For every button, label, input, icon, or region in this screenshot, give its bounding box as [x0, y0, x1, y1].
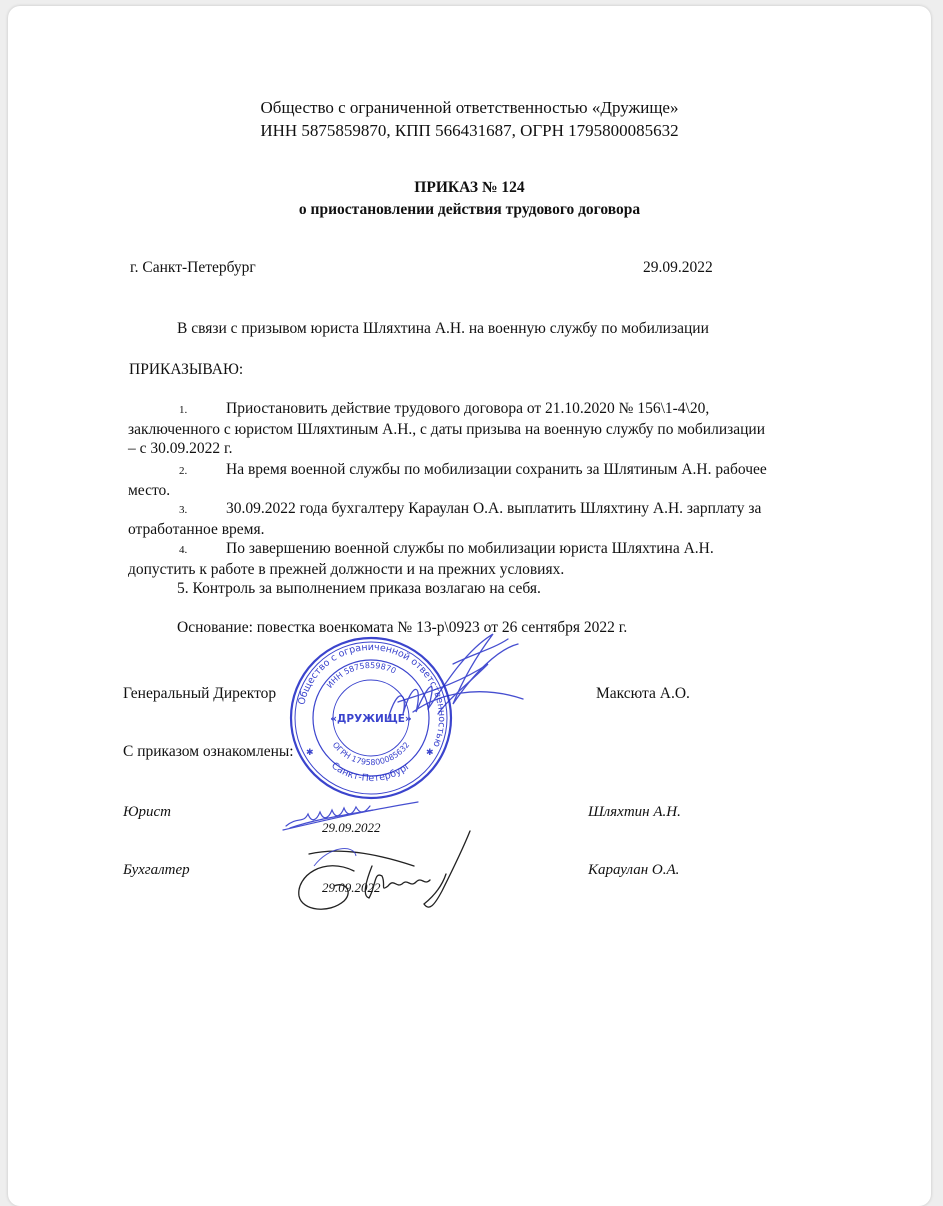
item-number: 4. — [179, 544, 188, 556]
document-page — [8, 6, 931, 1206]
director-title: Генеральный Директор — [123, 685, 277, 702]
accountant-name: Караулан О.А. — [588, 862, 680, 878]
org-name: Общество с ограниченной ответственностью «Дружище» — [260, 98, 679, 117]
lawyer-name: Шляхтин А.Н. — [588, 804, 681, 820]
stamp-star-icon: ✱ — [426, 748, 434, 758]
order-preamble: В связи с призывом юриста Шляхтина А.Н. на военную службу по мобилизации — [177, 320, 709, 337]
item-number: 2. — [179, 465, 188, 477]
accountant-signature — [284, 826, 474, 926]
order-city: г. Санкт-Петербург — [130, 259, 256, 276]
lawyer-sign-date: 29.09.2022 — [322, 820, 381, 835]
order-subtitle: о приостановлении действия трудового договора — [298, 201, 641, 218]
order-directive: ПРИКАЗЫВАЮ: — [129, 361, 244, 378]
order-item-5: 5. Контроль за выполнением приказа возлагаю на себя. — [177, 580, 541, 597]
item-text: 30.09.2022 года бухгалтеру Караулан О.А. выплатить Шляхтину А.Н. зарплату за отработанное время. — [128, 500, 762, 538]
item-number: 3. — [179, 504, 188, 516]
director-name: Максюта А.О. — [596, 685, 690, 702]
stamp-inner-text: ИНН 5875859870 — [325, 660, 398, 690]
accountant-role: Бухгалтер — [123, 862, 190, 878]
stamp-outer-text: Общество с ограниченной ответственностью — [296, 641, 448, 749]
item-number: 1. — [179, 404, 188, 416]
acquainted-label: С приказом ознакомлены: — [123, 743, 294, 760]
stamp-star-icon: ✱ — [306, 748, 314, 758]
item-text: Приостановить действие трудового договора от 21.10.2020 № 156\1-4\20, заключенного с юристом Шляхтиным А.Н., с даты призыва на военную службу по мобилизации – с 30.09.2022 г. — [128, 400, 766, 457]
order-item — [128, 539, 768, 579]
order-date: 29.09.2022 — [643, 259, 713, 276]
order-item — [128, 499, 768, 539]
stamp-center-text: «ДРУЖИЩЕ» — [330, 713, 412, 725]
stamp-city-text: Санкт-Петербург — [329, 760, 413, 785]
order-item — [128, 460, 768, 500]
lawyer-role: Юрист — [123, 804, 171, 820]
accountant-sign-date: 29.09.2022 — [322, 880, 381, 895]
order-title: ПРИКАЗ № 124 — [414, 179, 525, 196]
stamp-bottom-inner-text: ОГРН 1795800085632 — [330, 740, 412, 768]
item-text: На время военной службы по мобилизации сохранить за Шлятиным А.Н. рабочее место. — [128, 461, 767, 499]
order-item — [128, 399, 768, 458]
item-text: По завершению военной службы по мобилизации юриста Шляхтина А.Н. допустить к работе в прежней должности и на прежних условиях. — [128, 540, 714, 578]
director-signature — [368, 624, 528, 734]
order-basis: Основание: повестка военкомата № 13-р\0923 от 26 сентября 2022 г. — [177, 619, 628, 636]
org-ids: ИНН 5875859870, КПП 566431687, ОГРН 1795800085632 — [260, 121, 679, 140]
